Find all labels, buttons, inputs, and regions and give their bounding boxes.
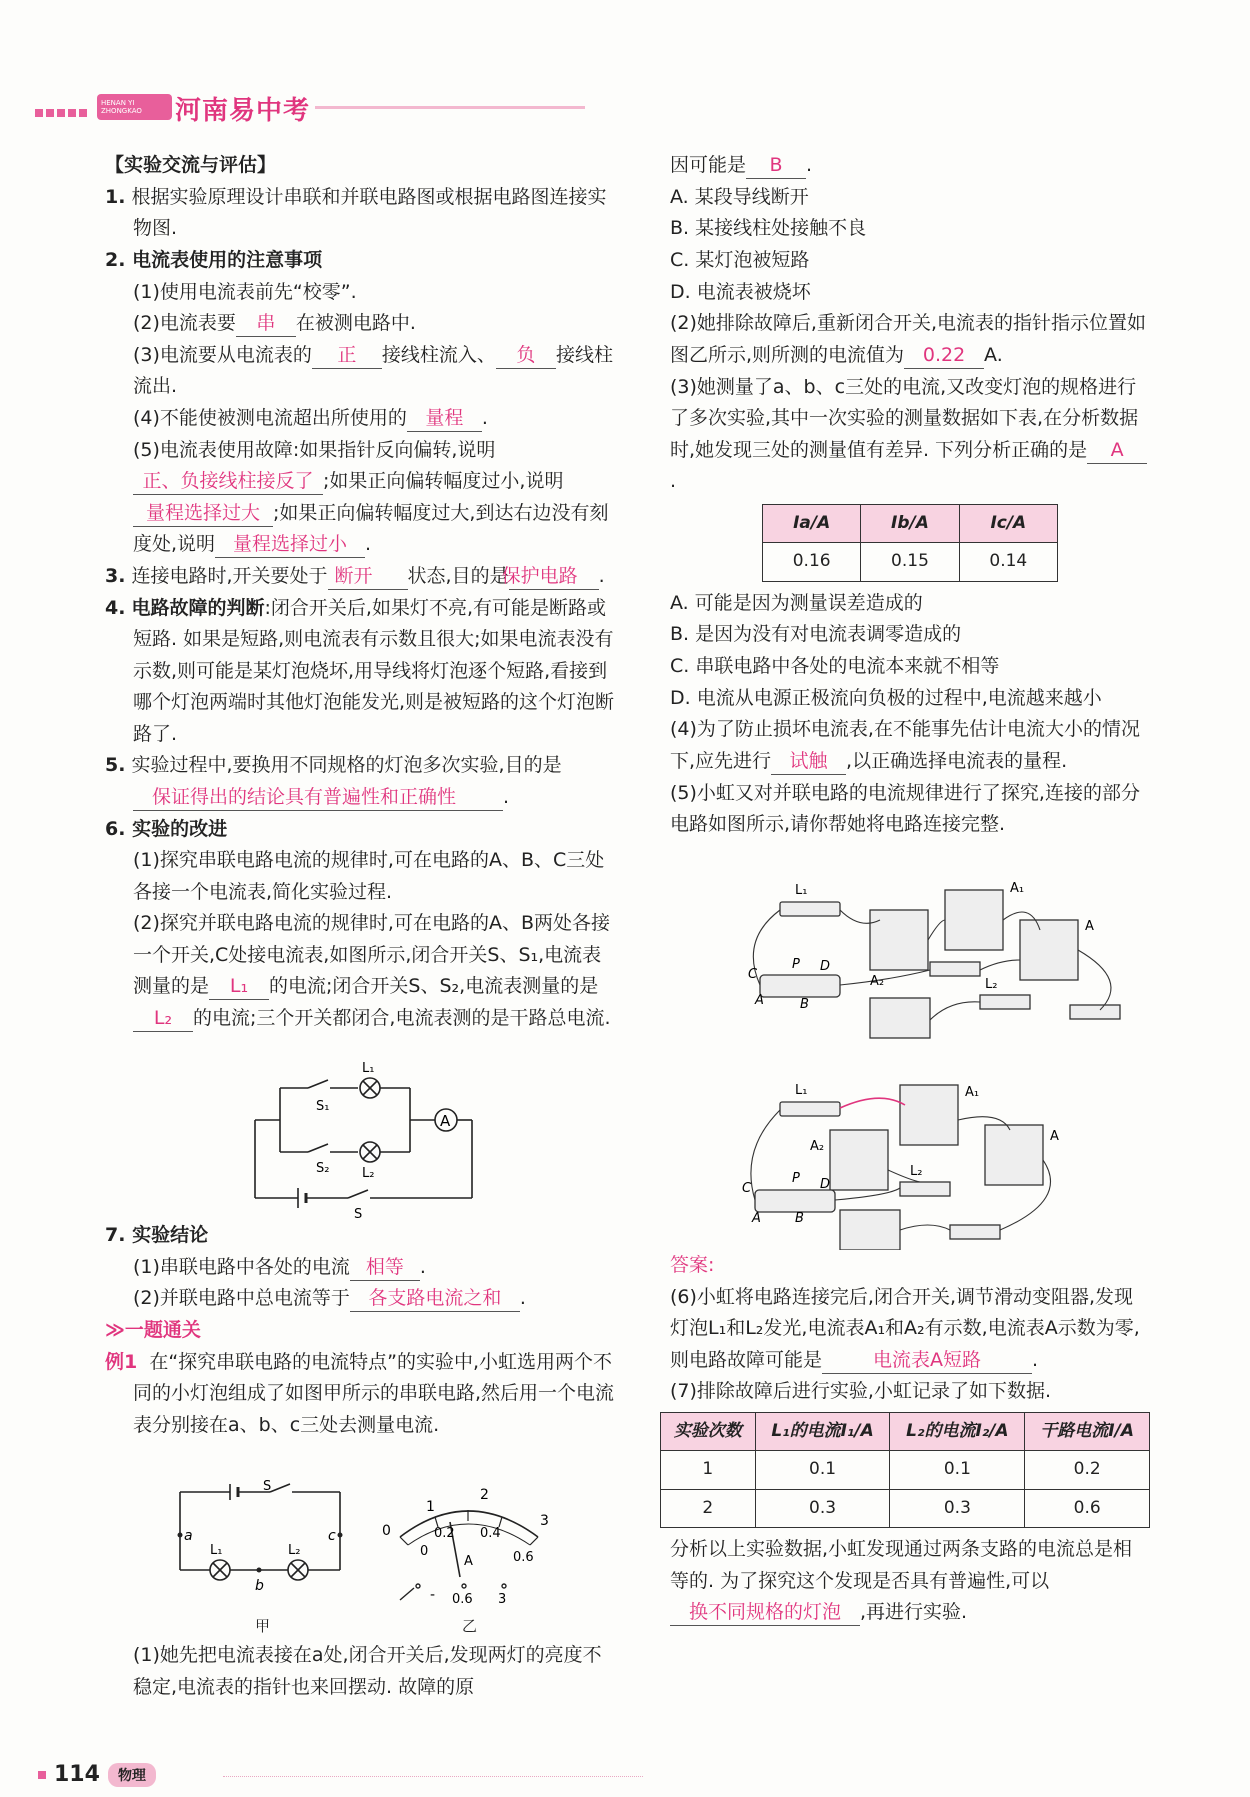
q4 bbox=[670, 714, 1150, 777]
a-label: A bbox=[1050, 1129, 1059, 1144]
l2-label: L₂ bbox=[362, 1166, 375, 1181]
point-b: b bbox=[255, 1578, 264, 1594]
subject-tag: 物理 bbox=[108, 1763, 156, 1787]
footer-dot bbox=[38, 1771, 46, 1779]
s2-5 bbox=[105, 435, 615, 561]
table-cell: 1 bbox=[661, 1451, 756, 1490]
q3-option-a: A. 可能是因为测量误差造成的 bbox=[670, 591, 923, 614]
i7-1 bbox=[105, 1252, 615, 1284]
switch-label: S bbox=[263, 1480, 272, 1494]
rheostat-b-label: B bbox=[795, 1211, 804, 1226]
header-title: 河南易中考 bbox=[175, 96, 311, 126]
i6-2-a: (2)探究并联电路电流的规律时,可在电路的A、B两处各接一个开关,C处接电流表,如图所示,闭合开关S、S₁,电流表测量的是 bbox=[133, 912, 610, 998]
item-2 bbox=[105, 245, 615, 277]
example-1 bbox=[105, 1347, 615, 1442]
q4-b: ,以正确选择电流表的量程. bbox=[846, 749, 1068, 772]
dial-0-inner: 0 bbox=[420, 1544, 429, 1559]
point-c: c bbox=[328, 1528, 336, 1544]
i6-2 bbox=[105, 908, 615, 1034]
ammeter-label: A bbox=[440, 1112, 451, 1130]
dial-0.6: 0.6 bbox=[513, 1550, 534, 1565]
answer-label: 答案: bbox=[670, 1254, 715, 1276]
answer-blank: 负 bbox=[496, 342, 556, 369]
ammeter-dial-diagram bbox=[380, 1475, 555, 1615]
l1-label: L₁ bbox=[210, 1543, 223, 1558]
left-column bbox=[105, 150, 615, 1035]
d-label: D bbox=[820, 1177, 831, 1192]
measurement-table bbox=[762, 504, 1058, 582]
terminal-0.6: 0.6 bbox=[452, 1592, 473, 1607]
answer-blank: L₂ bbox=[133, 1005, 193, 1032]
dial-0: 0 bbox=[382, 1523, 391, 1539]
page-footer bbox=[38, 1762, 156, 1787]
i3-b: 状态,目的是 bbox=[407, 565, 509, 587]
terminal-minus: - bbox=[430, 1587, 436, 1603]
dial-0.4: 0.4 bbox=[480, 1526, 501, 1541]
q7: (7)排除故障后进行实验,小虹记录了如下数据. bbox=[670, 1380, 1051, 1403]
q3-a: (3)她测量了a、b、c三处的电流,又改变灯泡的规格进行了多次实验,其中一次实验的测量数据如下表,在分析数据时,她发现三处的测量值有差异. 下列分析正确的是 bbox=[670, 375, 1139, 461]
q3-option-c: C. 串联电路中各处的电流本来就不相等 bbox=[670, 655, 1000, 677]
i7-1-a: (1)串联电路中各处的电流 bbox=[133, 1255, 350, 1278]
table-header: Ia/A bbox=[763, 504, 861, 543]
item-num: 7. bbox=[105, 1224, 126, 1246]
table-header: Ic/A bbox=[959, 504, 1057, 543]
item-7 bbox=[105, 1220, 615, 1252]
option-d: D. 电流表被烧坏 bbox=[670, 280, 811, 303]
dial-2: 2 bbox=[480, 1487, 489, 1503]
a2-label: A₂ bbox=[870, 974, 885, 989]
p-label: P bbox=[792, 1171, 800, 1186]
q2-a: (2)她排除故障后,重新闭合开关,电流表的指针指示位置如图乙所示,则所测的电流值为 bbox=[670, 312, 1146, 366]
s2-1: (1)使用电流表前先“校零”. bbox=[133, 280, 357, 303]
q1: (1)她先把电流表接在a处,闭合开关后,发现两灯的亮度不稳定,电流表的指针也来回摆动. 故障的原 bbox=[133, 1644, 602, 1698]
item-title: 实验的改进 bbox=[132, 817, 228, 840]
a1-label: A₁ bbox=[965, 1085, 980, 1100]
terminal-3: 3 bbox=[498, 1592, 507, 1607]
table-cell: 0.1 bbox=[890, 1451, 1025, 1490]
q2-b: A. bbox=[984, 343, 1003, 366]
left-column-q1 bbox=[105, 1640, 615, 1703]
q3 bbox=[670, 372, 1150, 498]
item-num: 1. bbox=[105, 185, 126, 208]
header-rule bbox=[315, 106, 585, 109]
answer-blank: 电流表A短路 bbox=[822, 1347, 1032, 1374]
i3-c: . bbox=[598, 565, 605, 587]
d-label: D bbox=[820, 959, 831, 974]
q2 bbox=[670, 308, 1150, 371]
option-c: C. 某灯泡被短路 bbox=[670, 249, 810, 272]
answer-blank: A bbox=[1087, 437, 1147, 464]
table-cell: 0.6 bbox=[1025, 1489, 1150, 1528]
r1-a: 因可能是 bbox=[670, 154, 747, 176]
p-label: P bbox=[792, 957, 800, 972]
s2-3-c: 接线柱流出. bbox=[133, 343, 613, 398]
answer-blank: 保证得出的结论具有普遍性和正确性 bbox=[133, 784, 503, 811]
q6 bbox=[670, 1282, 1150, 1377]
q8 bbox=[670, 1534, 1150, 1629]
physical-circuit-figure bbox=[740, 880, 1160, 1040]
r1 bbox=[670, 150, 1150, 182]
item-num: 4. bbox=[105, 596, 126, 619]
a2-label: A₂ bbox=[810, 1139, 825, 1154]
item-3 bbox=[105, 561, 615, 593]
r1-b: . bbox=[806, 154, 813, 176]
c-label: C bbox=[742, 1181, 752, 1196]
option-b: B. 某接线柱处接触不良 bbox=[670, 217, 867, 240]
s2-2-b: 在被测电路中. bbox=[295, 312, 416, 335]
answer-blank: 各支路电流之和 bbox=[350, 1285, 520, 1312]
q3-option-b: B. 是因为没有对电流表调零造成的 bbox=[670, 623, 962, 646]
table-cell: 2 bbox=[661, 1489, 756, 1528]
rheostat-a-label: A bbox=[752, 1211, 761, 1226]
table-cell: 0.1 bbox=[755, 1451, 890, 1490]
option-a: A. 某段导线断开 bbox=[670, 185, 809, 208]
rheostat-a-label: A bbox=[755, 993, 764, 1008]
item-title: 实验结论 bbox=[132, 1224, 209, 1246]
item-text: 根据实验原理设计串联和并联电路图或根据电路图连接实物图. bbox=[131, 185, 607, 240]
item-num: 3. bbox=[105, 565, 126, 587]
footer-rule bbox=[223, 1776, 643, 1777]
q6-b: . bbox=[1032, 1348, 1039, 1371]
yiti-tongguan-heading: ≫一题通关 bbox=[105, 1319, 201, 1342]
s2-4 bbox=[105, 403, 615, 435]
i3-a: 连接电路时,开关要处于 bbox=[131, 565, 328, 587]
example-label: 例1 bbox=[105, 1350, 138, 1373]
page-header bbox=[25, 88, 585, 126]
i7-2 bbox=[105, 1283, 615, 1315]
i4-text: :闭合开关后,如果灯不亮,有可能是断路或短路. 如果是短路,则电流表有示数且很大;如果电流表没有示数,则可能是某灯泡烧坏,用导线将灯泡逐个短路,看接到哪个灯泡两端时其他灯泡能发光,则是被短路的这个灯泡断路了. bbox=[133, 596, 615, 745]
table-cell: 0.3 bbox=[890, 1489, 1025, 1528]
q5: (5)小虹又对并联电路的电流规律进行了探究,连接的部分电路如图所示,请你帮她将电路连接完整. bbox=[670, 781, 1140, 836]
answer-blank: 量程选择过大 bbox=[133, 500, 273, 527]
table-header: Ib/A bbox=[861, 504, 959, 543]
s2-4-a: (4)不能使被测电流超出所使用的 bbox=[133, 407, 407, 430]
rheostat-b-label: B bbox=[800, 997, 809, 1012]
item-1 bbox=[105, 182, 615, 245]
i7-1-b: . bbox=[419, 1255, 426, 1278]
l1-label: L₁ bbox=[795, 883, 808, 898]
c-label: C bbox=[748, 967, 758, 982]
s-label: S bbox=[354, 1207, 363, 1220]
s2-label: S₂ bbox=[316, 1161, 330, 1176]
header-pill: HENAN YI ZHONGKAO bbox=[97, 94, 172, 120]
q8-a: 分析以上实验数据,小虹发现通过两条支路的电流总是相等的. 为了探究这个发现是否具有普遍性,可以 bbox=[670, 1538, 1133, 1592]
item-text: 电流表使用的注意事项 bbox=[132, 248, 323, 271]
a1-label: A₁ bbox=[1010, 881, 1025, 896]
q3-option-d: D. 电流从电源正极流向负极的过程中,电流越来越小 bbox=[670, 686, 1102, 709]
item-title: 电路故障的判断 bbox=[131, 596, 265, 619]
answer-blank: 保护电路 bbox=[509, 563, 599, 590]
table-header: L₁的电流I₁/A bbox=[755, 1412, 890, 1451]
table-row bbox=[763, 543, 1058, 582]
s2-3-a: (3)电流要从电流表的 bbox=[133, 343, 312, 366]
s2-5-a: (5)电流表使用故障:如果指针反向偏转,说明 bbox=[133, 438, 496, 461]
q6-a: (6)小虹将电路连接完后,闭合开关,调节滑动变阻器,发现灯泡L₁和L₂发光,电流表A₁和A₂有示数,电流表A示数为零,则电路故障可能是 bbox=[670, 1285, 1140, 1371]
answer-blank: B bbox=[746, 152, 806, 179]
s2-3 bbox=[105, 340, 615, 403]
fig-yi-caption: 乙 bbox=[462, 1617, 478, 1635]
right-column-lower bbox=[670, 1250, 1150, 1629]
s2-4-b: . bbox=[481, 407, 488, 430]
i6-2-b: 的电流;闭合开关S、S₂,电流表测量的是 bbox=[269, 975, 599, 998]
answer-blank: 断开 bbox=[328, 563, 408, 590]
item-6 bbox=[105, 814, 615, 846]
answer-blank: 相等 bbox=[350, 1254, 420, 1281]
answer-blank: L₁ bbox=[209, 973, 269, 1000]
answer-blank: 正 bbox=[312, 342, 382, 369]
l1-label: L₁ bbox=[362, 1061, 375, 1076]
s2-5-c: ;如果正向偏转幅度过大,到达右边没有刻度处,说明 bbox=[133, 501, 609, 556]
i6-2-c: 的电流;三个开关都闭合,电流表测的是干路总电流. bbox=[193, 1006, 611, 1029]
l2-label: L₂ bbox=[288, 1543, 301, 1558]
l2-label: L₂ bbox=[910, 1164, 923, 1179]
table-cell: 0.15 bbox=[861, 543, 959, 582]
s2-3-b: 接线柱流入、 bbox=[381, 343, 496, 366]
i5-b: . bbox=[503, 785, 510, 808]
fig-jia-caption: 甲 bbox=[255, 1617, 271, 1635]
answer-blank: 量程 bbox=[407, 405, 482, 432]
q8-b: ,再进行实验. bbox=[860, 1601, 968, 1624]
table-header-row bbox=[661, 1412, 1150, 1451]
table-header-row bbox=[763, 504, 1058, 543]
dial-3: 3 bbox=[540, 1513, 549, 1529]
l1-label: L₁ bbox=[795, 1083, 808, 1098]
answer-blank: 试触 bbox=[771, 748, 846, 775]
example-text: 在“探究串联电路的电流特点”的实验中,小虹选用两个不同的小灯泡组成了如图甲所示的串联电路,然后用一个电流表分别接在a、b、c三处去测量电流. bbox=[133, 1350, 615, 1436]
table-row bbox=[661, 1451, 1150, 1490]
a-label: A bbox=[1085, 919, 1094, 934]
item-num: 2. bbox=[105, 248, 126, 271]
item-num: 5. bbox=[105, 754, 126, 777]
dial-0.2: 0.2 bbox=[434, 1526, 455, 1541]
point-a: a bbox=[184, 1528, 193, 1544]
s2-5-b: ;如果正向偏转幅度过小,说明 bbox=[323, 470, 564, 493]
s2-2 bbox=[105, 308, 615, 340]
i6-1: (1)探究串联电路电流的规律时,可在电路的A、B、C三处各接一个电流表,简化实验过程. bbox=[133, 849, 605, 903]
section-title: 【实验交流与评估】 bbox=[105, 154, 277, 176]
l2-label: L₂ bbox=[985, 977, 998, 992]
i5-a: 实验过程中,要换用不同规格的灯泡多次实验,目的是 bbox=[131, 754, 562, 777]
answer-blank: 量程选择过小 bbox=[215, 531, 365, 558]
s2-5-d: . bbox=[365, 533, 372, 556]
page-number: 114 bbox=[54, 1762, 100, 1787]
dial-unit: A bbox=[464, 1554, 473, 1569]
item-4 bbox=[105, 593, 615, 751]
item-5 bbox=[105, 750, 615, 813]
answer-blank: 0.22 bbox=[904, 342, 984, 369]
table-row bbox=[661, 1489, 1150, 1528]
s2-2-a: (2)电流表要 bbox=[133, 312, 236, 335]
answer-blank: 串 bbox=[236, 310, 296, 337]
table-header: 实验次数 bbox=[661, 1412, 756, 1451]
i7-2-b: . bbox=[519, 1287, 526, 1310]
s1-label: S₁ bbox=[316, 1099, 330, 1114]
item-num: 6. bbox=[105, 817, 126, 840]
table-header: L₂的电流I₂/A bbox=[890, 1412, 1025, 1451]
table-cell: 0.16 bbox=[763, 543, 861, 582]
i7-2-a: (2)并联电路中总电流等于 bbox=[133, 1287, 350, 1310]
left-column-lower bbox=[105, 1220, 615, 1441]
q4-a: (4)为了防止损坏电流表,在不能事先估计电流大小的情况下,应先进行 bbox=[670, 718, 1140, 772]
answer-blank: 换不同规格的灯泡 bbox=[670, 1599, 860, 1626]
answer-circuit-figure bbox=[740, 1080, 1160, 1250]
header-decoration bbox=[35, 100, 90, 122]
answer-blank: 正、负接线柱接反了 bbox=[133, 468, 323, 495]
table-cell: 0.2 bbox=[1025, 1451, 1150, 1490]
table-cell: 0.3 bbox=[755, 1489, 890, 1528]
q3-b: . bbox=[670, 470, 677, 493]
table-header: 干路电流I/A bbox=[1025, 1412, 1150, 1451]
right-column bbox=[670, 150, 1150, 841]
parallel-circuit-diagram bbox=[250, 1060, 490, 1220]
experiment-data-table bbox=[660, 1412, 1150, 1529]
series-circuit-diagram bbox=[170, 1480, 350, 1610]
dial-1: 1 bbox=[426, 1499, 435, 1515]
table-cell: 0.14 bbox=[959, 543, 1057, 582]
